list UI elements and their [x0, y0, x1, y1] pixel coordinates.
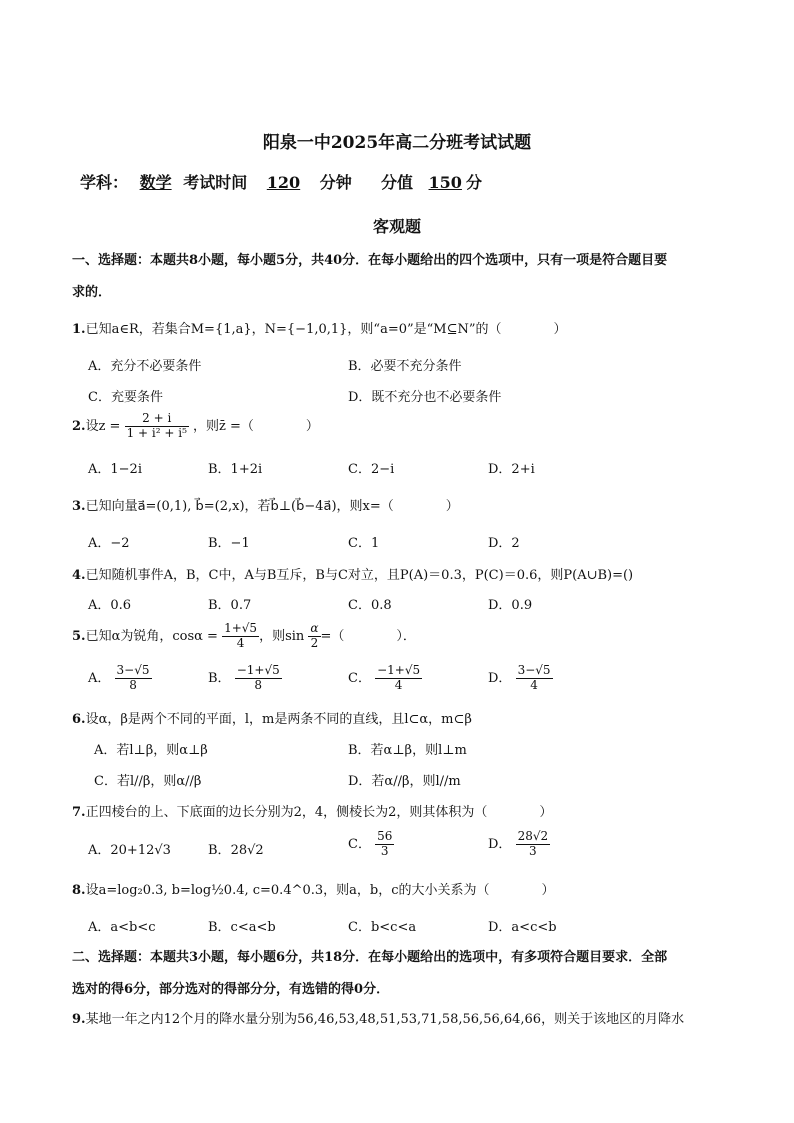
q2-option-a: A．1−2i — [88, 462, 142, 477]
q2-option-d: D．2+i — [488, 462, 535, 477]
q8-option-b: B．c<a<b — [208, 920, 276, 935]
fraction-denominator: 8 — [254, 677, 263, 692]
q8-option-a: A．a<b<c — [88, 920, 156, 935]
q7-option-b — [208, 839, 264, 858]
q5-option-b — [208, 664, 282, 693]
score-value: 150 — [428, 173, 462, 192]
time-value: 120 — [266, 173, 301, 192]
section-title: 客观题 — [372, 217, 421, 236]
q4-option-d: D．0.9 — [488, 598, 533, 613]
fraction-numerator: 3−√5 — [517, 663, 551, 677]
q4-option-b: B．0.7 — [208, 598, 252, 613]
q6-option-a: A．若l⊥β，则α⊥β — [94, 743, 208, 758]
fraction-numerator: 1+√5 — [224, 621, 258, 635]
fraction-denominator: 8 — [129, 677, 137, 692]
score-label: 分值 — [380, 173, 413, 192]
question-8 — [72, 879, 555, 898]
q8-option-d: D．a<c<b — [488, 920, 557, 935]
question-text: 已知随机事件A，B，C中，A与B互斥，B与C对立，且P(A)＝0.3，P(C)＝0.6，则P(A∪B)=() — [85, 568, 634, 583]
question-number: 4. — [72, 568, 86, 583]
q2-option-c: C．2−i — [348, 462, 395, 477]
q5-option-d — [488, 664, 553, 693]
q3-option-a: A．−2 — [88, 536, 130, 551]
question-6 — [72, 708, 472, 727]
fraction-denominator: 1 + i² + i⁵ — [126, 425, 187, 440]
option-label: D． — [488, 670, 512, 686]
question-9 — [72, 1008, 684, 1027]
option-label: A． — [88, 670, 111, 686]
question-number: 5. — [72, 628, 86, 644]
option-label: C． — [348, 836, 371, 852]
question-2 — [72, 412, 319, 441]
option-label: C． — [348, 670, 371, 686]
q6-option-c: C．若l//β，则α//β — [94, 774, 202, 789]
section1-instructions-line2: 求的． — [72, 285, 112, 300]
fraction-denominator: 2 — [310, 635, 319, 650]
section2-instructions-line2: 选对的得6分，部分选对的得部分分，有选错的得0分． — [72, 982, 390, 997]
question-7 — [72, 801, 552, 820]
q7-option-d — [488, 830, 550, 859]
question-1 — [72, 318, 567, 337]
q1-option-b: B．必要不充分条件 — [348, 359, 462, 374]
q8-option-c: C．b<c<a — [348, 920, 417, 935]
q5-option-c — [348, 664, 422, 693]
q3-option-c: C．1 — [348, 536, 380, 551]
time-unit: 分钟 — [319, 173, 352, 192]
fraction — [125, 412, 189, 441]
question-text: 已知向量a⃗=(0,1), b⃗=(2,x)，若b⃗⊥(b⃗−4a⃗)，则x=（ ） — [85, 499, 459, 514]
question-text: 正四棱台的上、下底面的边长分别为2，4，侧棱长为2，则其体积为（ ） — [85, 805, 553, 820]
question-5 — [72, 622, 416, 651]
fraction-denominator: 3 — [380, 843, 389, 858]
q5-option-a — [88, 664, 152, 693]
question-4 — [72, 564, 633, 583]
q7-option-a — [88, 839, 171, 858]
option-label: A． — [88, 843, 111, 858]
q7-option-c — [348, 830, 394, 859]
question-number: 7. — [72, 805, 86, 820]
fraction — [308, 622, 320, 651]
question-text: 某地一年之内12个月的降水量分别为56,46,53,48,51,53,71,58,56,56,64,66，则关于该地区的月降水 — [85, 1012, 685, 1027]
fraction-numerator: 56 — [377, 829, 393, 843]
q1-option-a: A．充分不必要条件 — [88, 359, 202, 374]
fraction-numerator: 28√2 — [517, 829, 549, 843]
subject-value: 数学 — [139, 173, 172, 192]
option-label: D． — [488, 836, 512, 852]
question-text-pre: 已知α为锐角，cosα = — [85, 628, 218, 644]
question-text-post: ，则z̄ =（ ） — [193, 418, 319, 434]
fraction-denominator: 4 — [394, 677, 403, 692]
q6-option-b: B．若α⊥β，则l⊥m — [348, 743, 467, 758]
question-text-pre: 设z = — [85, 418, 121, 434]
fraction — [516, 830, 551, 859]
q3-option-b: B．−1 — [208, 536, 250, 551]
option-value: 28√2 — [230, 843, 264, 858]
q1-option-d: D．既不充分也不必要条件 — [348, 390, 502, 405]
question-number: 1. — [72, 322, 86, 337]
exam-info-line — [80, 170, 482, 193]
subject-label: 学科： — [80, 173, 129, 192]
question-text: 设α，β是两个不同的平面，l，m是两条不同的直线，且l⊂α，m⊂β — [85, 712, 472, 727]
fraction-numerator: −1+√5 — [377, 663, 421, 677]
question-text-mid: ，则sin — [259, 628, 305, 644]
fraction-numerator: α — [310, 621, 319, 635]
question-3 — [72, 495, 459, 514]
fraction — [222, 622, 259, 651]
q2-option-b: B．1+2i — [208, 462, 263, 477]
question-text: 设a=log₂0.3, b=log½0.4, c=0.4^0.3，则a，b，c的大小关系为（ ） — [85, 883, 555, 898]
q1-option-c: C．充要条件 — [88, 390, 163, 405]
fraction — [516, 664, 553, 693]
question-number: 8. — [72, 883, 86, 898]
fraction-denominator: 4 — [236, 635, 245, 650]
fraction-numerator: −1+√5 — [236, 663, 280, 677]
fraction-denominator: 3 — [529, 843, 537, 858]
page-title: 阳泉一中2025年高二分班考试试题 — [262, 133, 532, 153]
q4-option-a: A．0.6 — [88, 598, 132, 613]
fraction-numerator: 3−√5 — [116, 663, 150, 677]
question-number: 9. — [72, 1012, 86, 1027]
section2-instructions-line1: 二、选择题：本题共3小题，每小题6分，共18分．在每小题给出的选项中，有多项符合题目要求．全部 — [72, 950, 668, 965]
q3-option-d: D．2 — [488, 536, 520, 551]
q4-option-c: C．0.8 — [348, 598, 392, 613]
section1-instructions-line1: 一、选择题：本题共8小题，每小题5分，共40分．在每小题给出的四个选项中，只有一项是符合题目要 — [72, 253, 668, 268]
fraction — [235, 664, 282, 693]
question-number: 6. — [72, 712, 86, 727]
option-value: 20+12√3 — [110, 843, 171, 858]
score-unit: 分 — [465, 173, 482, 192]
question-text: 已知a∈R，若集合M={1,a}，N={−1,0,1}，则“a=0”是“M⊆N”的（ ） — [85, 322, 567, 337]
time-label: 考试时间 — [183, 173, 248, 192]
q6-option-d: D．若α//β，则l//m — [348, 774, 461, 789]
fraction — [375, 664, 422, 693]
fraction-numerator: 2 + i — [125, 412, 189, 427]
fraction-denominator: 4 — [530, 677, 538, 692]
option-label: B． — [208, 670, 231, 686]
question-number: 3. — [72, 499, 86, 514]
option-label: B． — [208, 843, 231, 858]
question-number: 2. — [72, 418, 86, 434]
fraction — [375, 830, 394, 859]
fraction — [115, 664, 152, 693]
question-text-post: =（ ）． — [320, 628, 416, 644]
